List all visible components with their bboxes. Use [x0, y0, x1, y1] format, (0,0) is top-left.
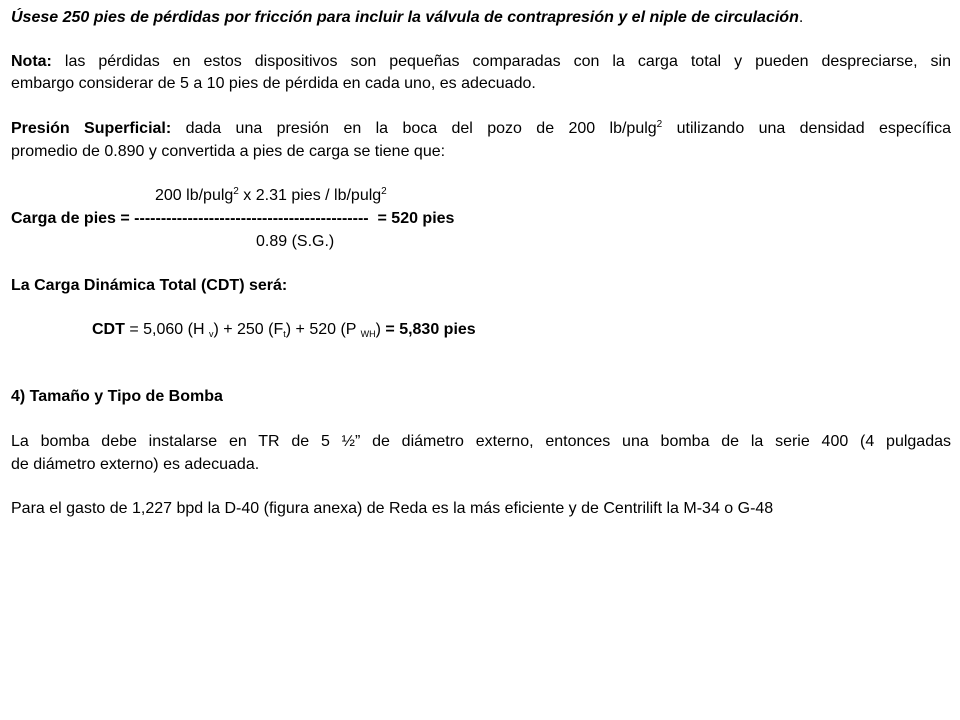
formula-num-a: 200 lb/pulg: [155, 187, 234, 204]
intro-line: [11, 8, 803, 28]
cdt-term-ft: ) + 250 (F: [213, 321, 284, 338]
formula-numerator: [155, 186, 387, 206]
section-4-para-2: Para el gasto de 1,227 bpd la D-40 (figura anexa) de Reda es la más eficiente y de Centrilift la M-34 o G-48: [11, 500, 774, 517]
formula-num-sup-1: 2: [233, 186, 239, 197]
intro-period: .: [798, 9, 804, 26]
cdt-close-paren: ): [375, 321, 381, 338]
formula-num-sup-2: 2: [381, 186, 387, 197]
cdt-equation: [92, 320, 476, 340]
cdt-term-hv: = 5,060 (H: [124, 321, 209, 338]
intro-text: Úsese 250 pies de pérdidas por fricción para incluir la válvula de contrapresión y el niple de circulación: [11, 9, 799, 26]
surface-text-1a: dada una presión en la boca del pozo de 200 lb/pulg: [185, 120, 657, 137]
surface-line-2: promedio de 0.890 y convertida a pies de carga se tiene que:: [11, 143, 446, 160]
formula-main-line: [11, 209, 454, 229]
section-4-para-1-line-2: de diámetro externo) es adecuada.: [11, 456, 260, 473]
cdt-sub-wh: WH: [360, 329, 376, 339]
note-text-1: las pérdidas en estos dispositivos son pequeñas comparadas con la carga total y pueden despreciarse, sin: [64, 53, 951, 70]
surface-label: Presión Superficial:: [11, 120, 172, 137]
note-line-1: [11, 52, 951, 72]
surface-text-1b: utilizando una densidad específica: [676, 120, 951, 137]
section-4-para-1-line-1: La bomba debe instalarse en TR de 5 ½” de diámetro externo, entonces una bomba de la serie 400 (4 pulgadas: [11, 433, 951, 450]
section-4-heading: 4) Tamaño y Tipo de Bomba: [11, 388, 223, 405]
cdt-sub-v: v: [208, 329, 214, 339]
formula-lhs: Carga de pies =: [11, 210, 130, 227]
note-line-2: embargo considerar de 5 a 10 pies de pérdida en cada uno, es adecuado.: [11, 75, 536, 92]
note-label: Nota:: [11, 53, 52, 70]
cdt-result: = 5,830 pies: [380, 321, 476, 338]
formula-result: = 520 pies: [377, 210, 455, 227]
formula-num-b: x 2.31 pies / lb/pulg: [238, 187, 382, 204]
cdt-heading: La Carga Dinámica Total (CDT) será:: [11, 277, 288, 294]
cdt-label: CDT: [92, 321, 125, 338]
cdt-term-pwh: ) + 520 (P: [285, 321, 361, 338]
surface-line-1: [11, 119, 951, 139]
formula-denominator: 0.89 (S.G.): [256, 233, 335, 250]
formula-fraction-bar: --------------------------------------------: [134, 210, 369, 227]
surface-superscript: 2: [656, 119, 663, 130]
cdt-sub-t: t: [283, 329, 286, 339]
